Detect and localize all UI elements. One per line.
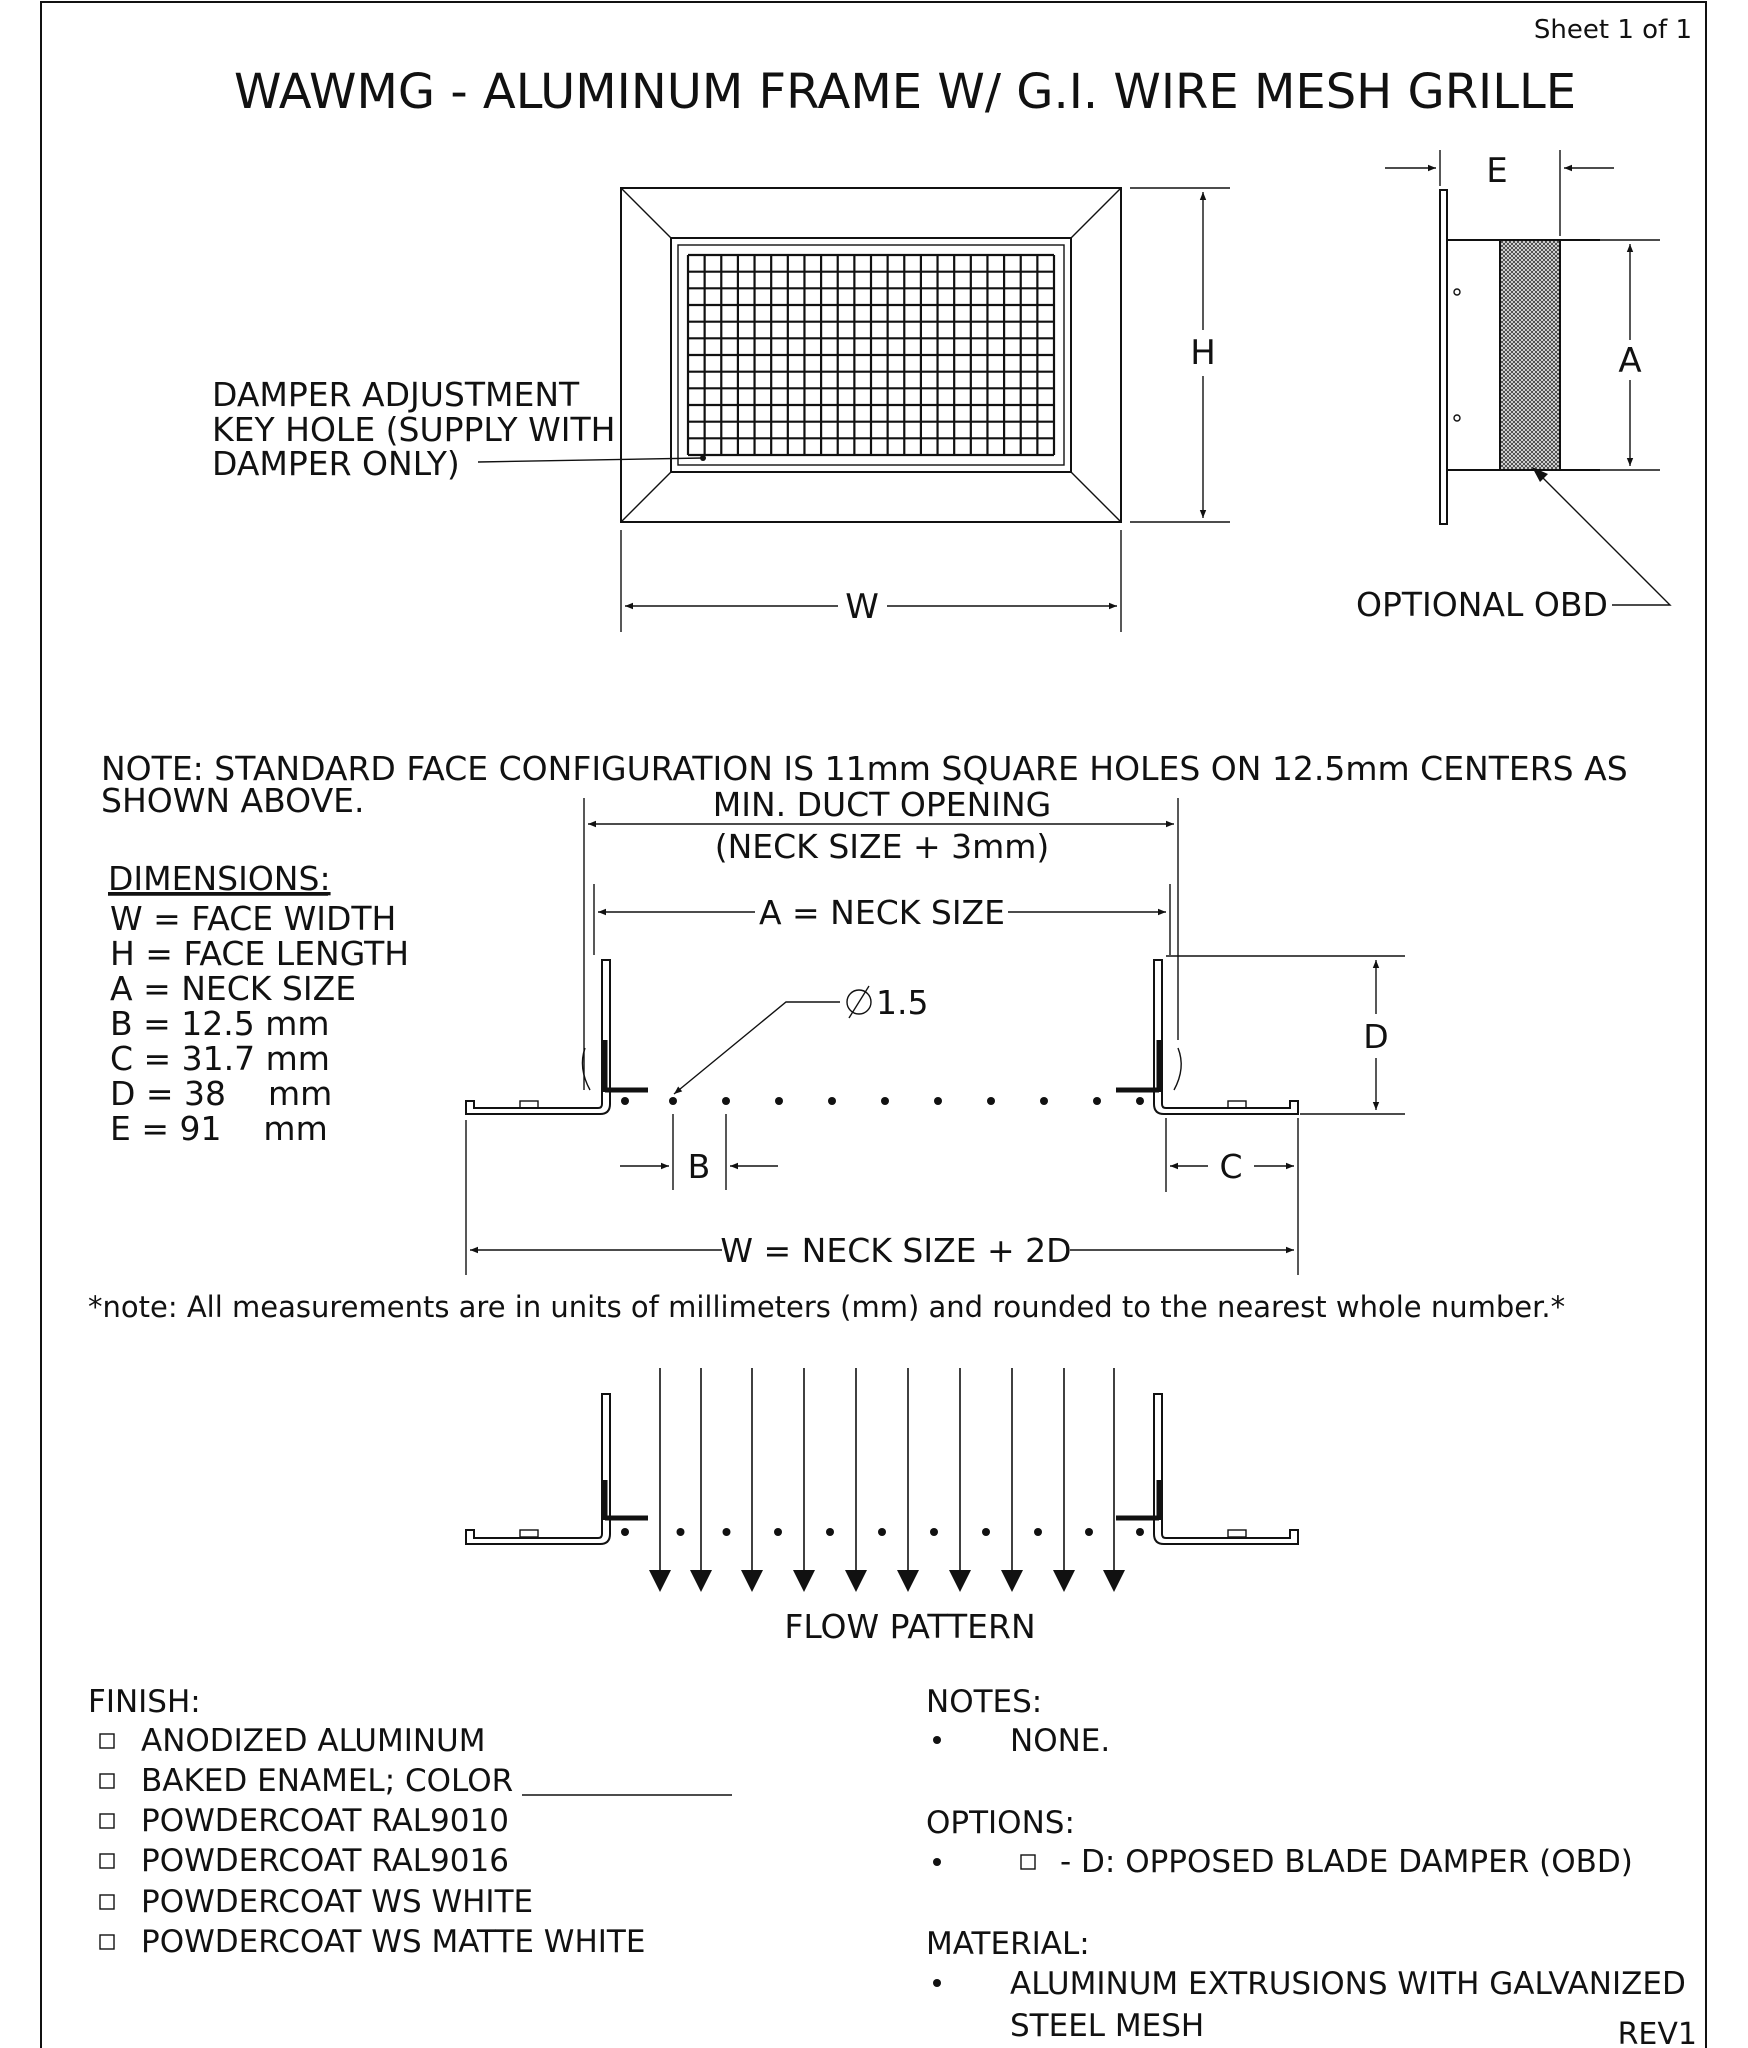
svg-text:DAMPER ADJUSTMENT: DAMPER ADJUSTMENT xyxy=(212,375,580,414)
svg-text:W = FACE WIDTH: W = FACE WIDTH xyxy=(110,899,397,938)
svg-text:KEY HOLE (SUPPLY WITH: KEY HOLE (SUPPLY WITH xyxy=(212,410,616,449)
depth-d-dimension xyxy=(1166,956,1405,1114)
obd-mesh xyxy=(1500,240,1560,470)
svg-text:NONE.: NONE. xyxy=(1010,1723,1111,1759)
flow-arrows xyxy=(649,1368,1125,1592)
overall-width-dimension xyxy=(466,1120,1294,1275)
svg-text:ALUMINUM EXTRUSIONS WITH GALVA: ALUMINUM EXTRUSIONS WITH GALVANIZED xyxy=(1010,1966,1686,2002)
neck-size-dimension xyxy=(594,884,1170,955)
damper-keyhole-callout xyxy=(212,375,703,483)
option-checkbox[interactable] xyxy=(1021,1855,1035,1869)
svg-text:(NECK SIZE + 3mm): (NECK SIZE + 3mm) xyxy=(714,827,1050,866)
bullet xyxy=(933,1979,941,1987)
flow-pattern-view xyxy=(466,1368,1298,1592)
svg-text:D = 38 mm: D = 38 mm xyxy=(110,1074,333,1113)
finish-checkbox[interactable] xyxy=(100,1895,114,1909)
finish-checkbox[interactable] xyxy=(100,1814,114,1828)
svg-text:B: B xyxy=(687,1147,711,1186)
finish-option-ral9010[interactable] xyxy=(100,1803,509,1839)
spacing-b-dimension xyxy=(620,1114,778,1190)
measurement-note: *note: All measurements are in units of millimeters (mm) and rounded to the nearest whole number.* xyxy=(88,1290,1566,1324)
finish-option-baked-enamel[interactable] xyxy=(100,1763,732,1799)
svg-text:H = FACE LENGTH: H = FACE LENGTH xyxy=(110,934,410,973)
svg-text:H: H xyxy=(1190,333,1216,373)
svg-text:POWDERCOAT RAL9016: POWDERCOAT RAL9016 xyxy=(141,1843,509,1879)
svg-text:POWDERCOAT WS WHITE: POWDERCOAT WS WHITE xyxy=(141,1884,534,1920)
svg-text:MIN. DUCT OPENING: MIN. DUCT OPENING xyxy=(712,785,1052,824)
svg-text:OPTIONS:: OPTIONS: xyxy=(926,1805,1075,1841)
flow-pattern-label: FLOW PATTERN xyxy=(784,1607,1036,1646)
svg-text:A: A xyxy=(1618,341,1642,381)
option-obd[interactable] xyxy=(1021,1844,1633,1880)
front-width-dimension xyxy=(621,530,1121,632)
finish-section xyxy=(88,1684,732,1960)
dimensions-legend xyxy=(108,859,409,1148)
svg-text:C = 31.7 mm: C = 31.7 mm xyxy=(110,1039,330,1078)
finish-option-ws-matte-white[interactable] xyxy=(100,1924,645,1960)
svg-text:E: E xyxy=(1486,151,1508,191)
svg-text:1.5: 1.5 xyxy=(876,983,929,1022)
svg-text:ANODIZED ALUMINUM: ANODIZED ALUMINUM xyxy=(141,1723,486,1759)
svg-text:E = 91 mm: E = 91 mm xyxy=(110,1109,328,1148)
finish-option-ws-white[interactable] xyxy=(100,1884,533,1920)
svg-text:W: W xyxy=(845,587,879,627)
side-depth-dimension xyxy=(1385,150,1614,236)
optional-obd-callout xyxy=(1356,467,1670,624)
bullet xyxy=(933,1858,941,1866)
min-duct-opening-dimension xyxy=(584,785,1178,1090)
side-view xyxy=(1440,190,1600,524)
svg-text:STEEL MESH: STEEL MESH xyxy=(1010,2008,1205,2044)
svg-text:POWDERCOAT WS MATTE WHITE: POWDERCOAT WS MATTE WHITE xyxy=(141,1924,646,1960)
svg-text:MATERIAL:: MATERIAL: xyxy=(926,1926,1090,1962)
svg-text:BAKED ENAMEL; COLOR: BAKED ENAMEL; COLOR xyxy=(141,1763,514,1799)
finish-option-ral9016[interactable] xyxy=(100,1843,509,1879)
svg-text:- D: OPPOSED BLADE DAMPER (OBD: - D: OPPOSED BLADE DAMPER (OBD) xyxy=(1060,1844,1633,1880)
svg-text:A = NECK SIZE: A = NECK SIZE xyxy=(110,969,357,1008)
svg-text:POWDERCOAT RAL9010: POWDERCOAT RAL9010 xyxy=(141,1803,509,1839)
svg-text:FINISH:: FINISH: xyxy=(88,1684,201,1720)
drawing-title: WAWMG - ALUMINUM FRAME W/ G.I. WIRE MESH GRILLE xyxy=(233,64,1577,120)
material-section xyxy=(926,1926,1686,2044)
finish-checkbox[interactable] xyxy=(100,1734,114,1748)
front-height-dimension xyxy=(1130,188,1230,522)
finish-option-anodized[interactable] xyxy=(100,1723,486,1759)
svg-text:C: C xyxy=(1219,1147,1243,1186)
svg-text:W = NECK SIZE + 2D: W = NECK SIZE + 2D xyxy=(720,1231,1072,1270)
finish-checkbox[interactable] xyxy=(100,1854,114,1868)
svg-text:B = 12.5 mm: B = 12.5 mm xyxy=(110,1004,330,1043)
svg-text:NOTES:: NOTES: xyxy=(926,1684,1043,1720)
svg-text:DAMPER ONLY): DAMPER ONLY) xyxy=(212,444,460,483)
face-configuration-note: NOTE: STANDARD FACE CONFIGURATION IS 11mm SQUARE HOLES ON 12.5mm CENTERS AS xyxy=(101,749,1628,788)
face-configuration-note-cont: SHOWN ABOVE. xyxy=(101,781,365,820)
bullet xyxy=(933,1736,941,1744)
finish-checkbox[interactable] xyxy=(100,1935,114,1949)
svg-text:DIMENSIONS:: DIMENSIONS: xyxy=(108,859,331,898)
svg-text:A = NECK SIZE: A = NECK SIZE xyxy=(758,893,1006,932)
options-section xyxy=(926,1805,1633,1880)
hole-diameter-callout xyxy=(674,983,928,1094)
offset-c-dimension xyxy=(1166,1118,1298,1275)
svg-text:D: D xyxy=(1363,1017,1389,1056)
notes-section xyxy=(926,1684,1110,1759)
front-view xyxy=(621,188,1121,522)
svg-text:OPTIONAL OBD: OPTIONAL OBD xyxy=(1356,585,1608,624)
finish-checkbox[interactable] xyxy=(100,1774,114,1788)
section-holes xyxy=(669,1097,1101,1105)
sheet-number: Sheet 1 of 1 xyxy=(1533,15,1692,45)
revision-label: REV1 xyxy=(1617,2017,1697,2048)
wire-mesh-grid xyxy=(688,255,1054,455)
side-neck-dimension xyxy=(1600,240,1660,470)
